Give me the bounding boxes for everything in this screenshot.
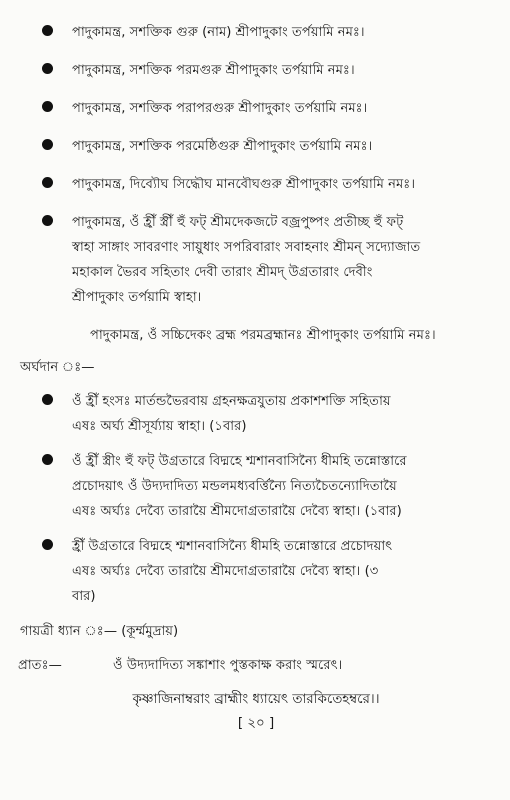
text-line: পাদুকামন্ত্র, সশক্তিক পরমেষ্ঠিগুরু শ্রীপাদুকাং তর্পয়ামি নমঃ। (72, 139, 373, 154)
page-number: [ ২০ ] (237, 716, 275, 731)
bullet-icon (42, 25, 53, 36)
text-line: স্বাহা সাঙ্গাং সাবরণাং সায়ুধাং সপরিবারাং সবাহনাং শ্রীমন্ সদ্যোজাত (72, 240, 421, 255)
text-line: বার) (72, 589, 96, 604)
text-line: পাদুকামন্ত্র, সশক্তিক গুরু (নাম) শ্রীপাদুকাং তর্পয়ামি নমঃ। (72, 25, 365, 40)
closing-verse: কৃষ্ণাজিনাম্বরাং ব্রাহ্মীং ধ্যায়েৎ তারকিতেহম্বরে।। (132, 692, 380, 707)
text-line: পাদুকামন্ত্র, সশক্তিক পরমগুরু শ্রীপাদুকাং তর্পয়ামি নমঃ। (72, 63, 355, 78)
text-line: মহাকাল ভৈরব সহিতাং দেবী তারাং শ্রীমদ্ উগ্রতারাং দেবীং (72, 265, 373, 280)
text-line: ওঁ হ্রীঁ হংসঃ মার্তন্ডভৈরবায় গ্রহনক্ষত্রযুতায় প্রকাশশক্তি সহিতায় (72, 394, 391, 409)
text-line: পাদুকামন্ত্র, ওঁ হ্রীঁ স্ত্রীঁ হুঁ ফট্ শ্রীমদেকজটে বজ্রপুষ্পং প্রতীচ্ছ হুঁ ফট্ (72, 215, 404, 230)
bullet-icon (42, 394, 53, 405)
bullet-item (18, 389, 494, 439)
bullet-icon (42, 177, 53, 188)
arghyadan-list (18, 389, 494, 609)
bullet-icon (42, 63, 53, 74)
text-line: এষঃ অর্ঘ্যঃ দেব্যৈ তারায়ৈ শ্রীমদোগ্রতারায়ৈ দেব্যৈ স্বাহা। (১বার) (72, 504, 402, 519)
text-line: পাদুকামন্ত্র, দিব্যৌঘ সিদ্ধৌঘ মানবৌঘগুরু শ্রীপাদুকাং তর্পয়ামি নমঃ। (72, 177, 416, 192)
section-heading-gayatri: গায়ত্রী ধ্যান ঃ— (কূর্ম্মমুদ্রায়) (20, 624, 179, 639)
padukamantra-list (18, 20, 494, 310)
text-line: প্রচোদয়াৎ ওঁ উদ্যদাদিত্য মন্ডলমধ্যবর্ত্তিন্যৈ নিত্যচৈতন্যোদিতায়ৈ (72, 479, 397, 494)
bullet-icon (42, 539, 53, 550)
bullet-item (18, 534, 494, 609)
padukamantra-paragraph: পাদুকামন্ত্র, ওঁ সচ্চিদেকং ব্রহ্ম পরমব্রহ্মানঃ শ্রীপাদুকাং তর্পয়ামি নমঃ। (90, 328, 436, 343)
bullet-item (18, 172, 494, 197)
pratah-row (18, 653, 494, 679)
bullet-icon (42, 454, 53, 465)
bullet-item (18, 449, 494, 524)
text-line: এষঃ অর্ঘ্যঃ দেব্যৈ তারায়ৈ শ্রীমদোগ্রতারায়ৈ দেব্যৈ স্বাহা। (৩ (72, 564, 379, 579)
bullet-icon (42, 101, 53, 112)
pratah-label: প্রাতঃ— (18, 658, 62, 673)
bullet-item (18, 58, 494, 83)
bullet-item (18, 20, 494, 45)
text-line: হ্রীঁ উগ্রতারে বিদ্মহে শ্মশানবাসিন্যৈ ধীমহি তন্নোস্তারে প্রচোদয়াৎ (72, 539, 393, 554)
pratah-text: ওঁ উদ্যদাদিত্য সঙ্কাশাং পুস্তকাক্ষ করাং স্মরেৎ। (113, 658, 343, 673)
bullet-item (18, 134, 494, 159)
text-line: শ্রীপাদুকাং তর্পয়ামি স্বাহা। (72, 290, 202, 305)
bullet-icon (42, 215, 53, 226)
bullet-icon (42, 139, 53, 150)
text-line: এষঃ অর্ঘ্য শ্রীসূর্য্যায় স্বাহা। (১বার) (72, 419, 247, 434)
text-line: পাদুকামন্ত্র, সশক্তিক পরাপরগুরু শ্রীপাদুকাং তর্পয়ামি নমঃ। (72, 101, 368, 116)
bullet-item (18, 96, 494, 121)
text-line: ওঁ হ্রীঁ স্ত্রীং হুঁ ফট্ উগ্রতারে বিদ্মহে শ্মশানবাসিন্যৈ ধীমহি তন্নোস্তারে (72, 454, 407, 469)
bullet-item (18, 210, 494, 310)
section-heading-arghyadan: অর্ঘদান ঃ— (20, 360, 95, 375)
